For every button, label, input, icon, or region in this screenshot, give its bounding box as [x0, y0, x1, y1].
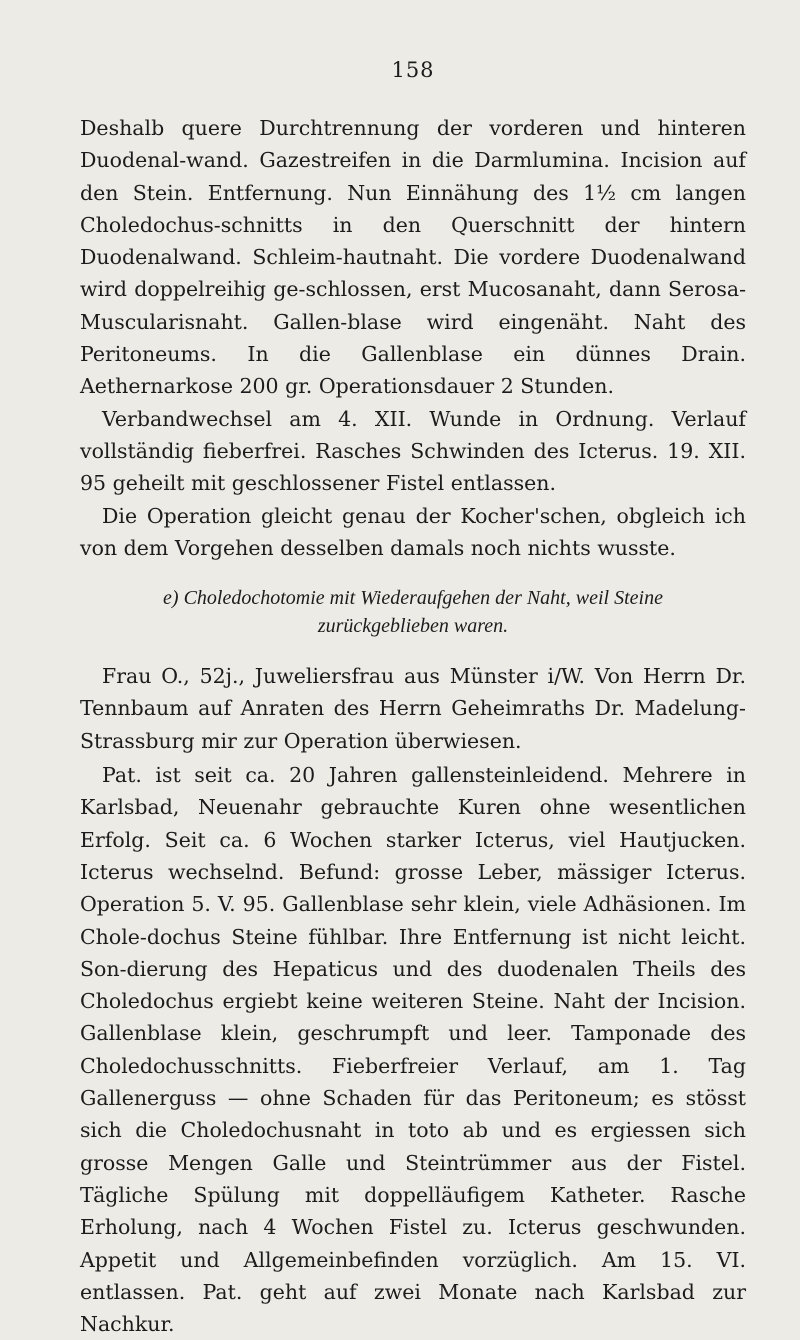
- paragraph-operation-description: Deshalb quere Durchtrennung der vorderen und hinteren Duodenal-wand. Gazestreifen in die Darmlumina. Incision auf den Stein. Entfernung. Nun Einnähung des 1½ cm langen Choledochus-schnitts in den Querschnitt der hintern Duodenalwand. Schleim-hautnaht. Die vordere Duodenalwand wird doppelreihig ge-schlossen, erst Mucosanaht, dann Serosa-Muscularisnaht. Gallen-blase wird eingenäht. Naht des Peritoneums. In die Gallenblase ein dünnes Drain. Aethernarkose 200 gr. Operationsdauer 2 Stunden.: [80, 116, 746, 399]
- paragraph-patient-intro: Frau O., 52j., Juweliersfrau aus Münster i/W. Von Herrn Dr. Tennbaum auf Anraten des Herrn Geheimraths Dr. Madelung-Strassburg mir zur Operation überwiesen.: [80, 664, 746, 753]
- paragraph-patient-history: Pat. ist seit ca. 20 Jahren gallensteinleidend. Mehrere in Karlsbad, Neuenahr gebrauchte Kuren ohne wesentlichen Erfolg. Seit ca. 6 Wochen starker Icterus, viel Hautjucken. Icterus wechselnd. Befund: grosse Leber, mässiger Icterus. Operation 5. V. 95. Gallenblase sehr klein, viele Adhäsionen. Im Chole-dochus Steine fühlbar. Ihre Entfernung ist nicht leicht. Son-dierung des Hepaticus und des duodenalen Theils des Choledochus ergiebt keine weiteren Steine. Naht der Incision. Gallenblase klein, geschrumpft und leer. Tamponade des Choledochusschnitts. Fieberfreier Verlauf, am 1. Tag Gallenerguss — ohne Schaden für das Peritoneum; es stösst sich die Choledochusnaht in toto ab und es ergiessen sich grosse Mengen Galle und Steintrümmer aus der Fistel. Tägliche Spülung mit doppelläufigem Katheter. Rasche Erholung, nach 4 Wochen Fistel zu. Icterus geschwunden. Appetit und Allgemeinbefinden vorzüglich. Am 15. VI. entlassen. Pat. geht auf zwei Monate nach Karlsbad zur Nachkur.: [80, 763, 746, 1337]
- section-heading-line-1: e) Choledochotomie mit Wiederaufgehen der Naht, weil Steine: [163, 587, 663, 610]
- section-heading-line-2: zurückgeblieben waren.: [317, 615, 509, 638]
- paragraph-kocher-comparison: Die Operation gleicht genau der Kocher'schen, obgleich ich von dem Vorgehen desselben damals noch nichts wusste.: [80, 503, 746, 560]
- page-number: 158: [391, 58, 435, 82]
- paragraph-dressing-change: Verbandwechsel am 4. XII. Wunde in Ordnung. Verlauf vollständig fieberfrei. Rasches Schwinden des Icterus. 19. XII. 95 geheilt mit geschlossener Fistel entlassen.: [80, 406, 746, 496]
- section-heading: [80, 584, 746, 640]
